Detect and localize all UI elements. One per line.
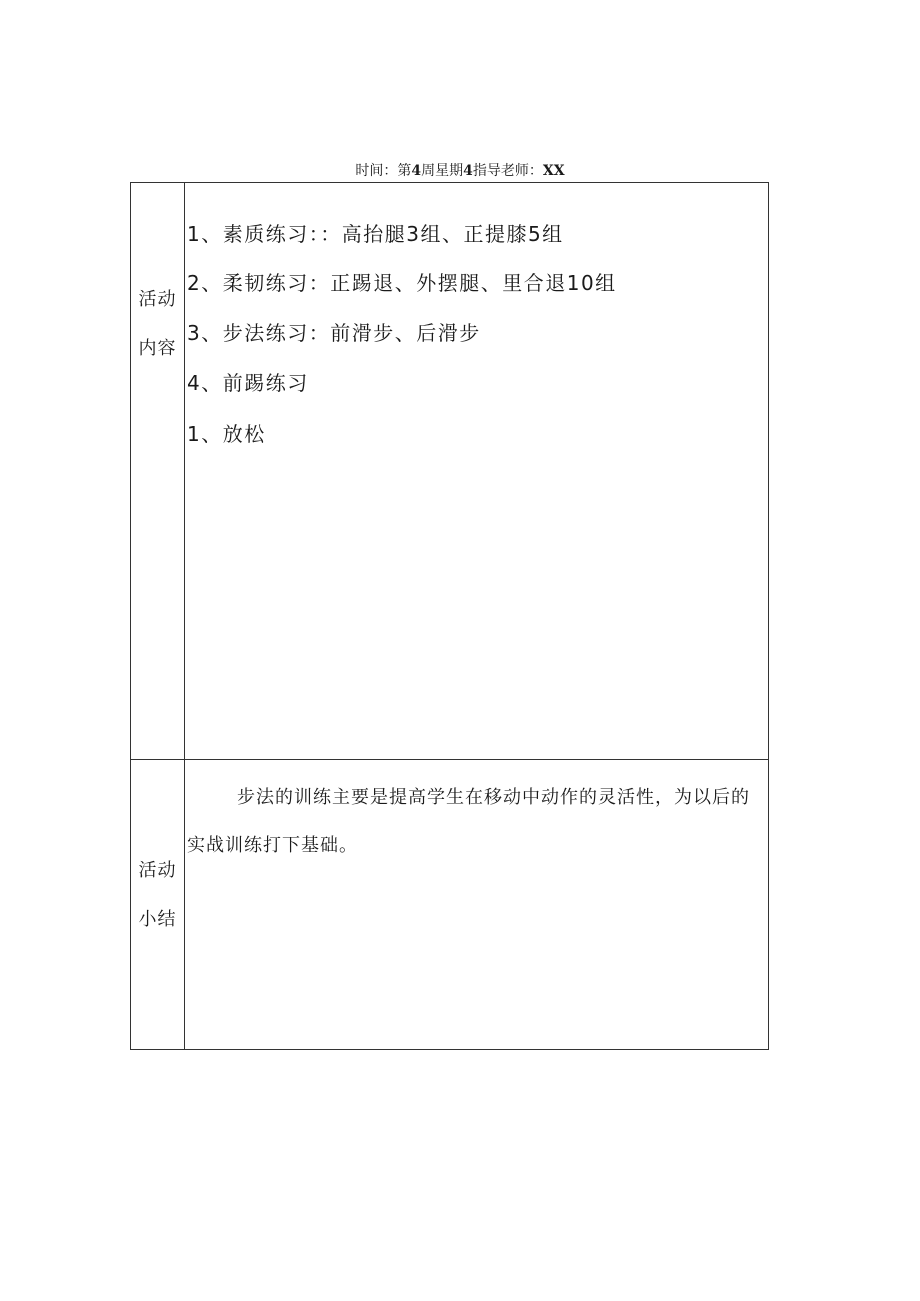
activity-form-table (130, 182, 769, 1050)
teacher-label: 指导老师： (472, 163, 543, 179)
week-unit: 周星期 (421, 163, 464, 179)
activity-summary-value-cell (185, 760, 768, 1049)
activity-summary-text: 步法的训练主要是提高学生在移动中动作的灵活性，为以后的实战训练打下基础。 (187, 787, 750, 856)
activity-summary-label-line1: 活动 (138, 860, 177, 881)
activity-summary-row (131, 760, 768, 1049)
activity-content-label-cell (131, 183, 185, 759)
activity-content-label-line1: 活动 (138, 289, 177, 310)
activity-summary-label-cell (131, 760, 185, 1049)
content-item-front-kick-training: 4、前踢练习 (187, 371, 309, 395)
content-item-relax: 1、放松 (187, 422, 266, 446)
content-item-flexibility-training: 2、柔韧练习：正踢退、外摆腿、里合退10组 (187, 271, 617, 295)
content-item-quality-training: 1、素质练习：：高抬腿3组、正提膝5组 (187, 222, 564, 246)
activity-content-label-line2: 内容 (138, 338, 177, 359)
content-item-footwork-training: 3、步法练习：前滑步、后滑步 (187, 321, 481, 345)
week-number: 4 (411, 163, 422, 179)
activity-summary-label-line2: 小结 (138, 909, 177, 930)
day-number: 4 (463, 163, 473, 179)
teacher-name: XX (542, 163, 565, 179)
time-label: 时间：第 (355, 163, 412, 179)
activity-content-value-cell (185, 183, 768, 759)
activity-content-row (131, 183, 768, 760)
header-info (0, 161, 920, 181)
